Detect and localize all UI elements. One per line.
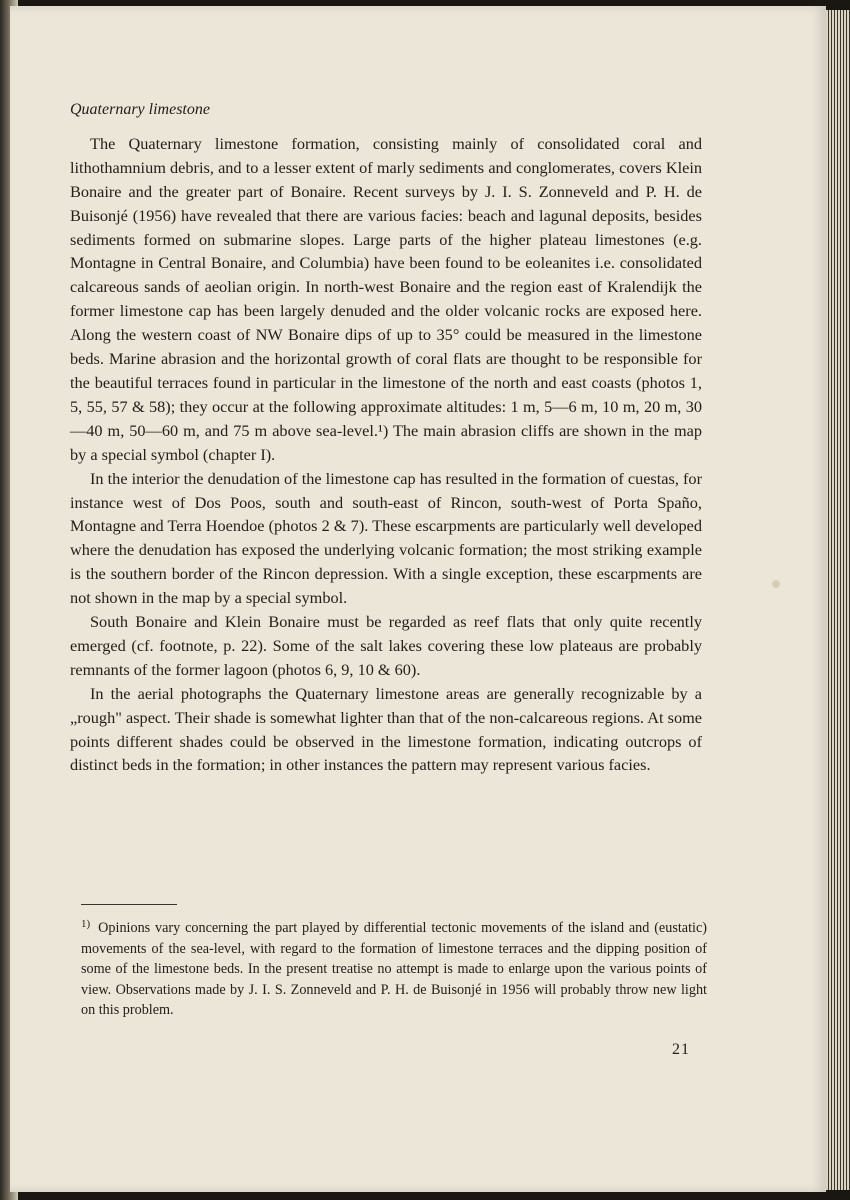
footnote-text: Opinions vary concerning the part played by differential tectonic movements of the island and (eustatic) movements of the sea-level, with regard to the formation of limestone terraces and the dipping position of some of the limestone beds. In the present treatise no attempt is made to enlarge upon the various points of view. Observations made by J. I. S. Zonneveld and P. H. de Buisonjé in 1956 will probably throw new light on this problem.: [81, 920, 707, 1019]
footnote-mark: 1): [81, 918, 91, 930]
paragraph-4: In the aerial photographs the Quaternary limestone areas are generally recognizable by a „rough" aspect. Their shade is somewhat lighter than that of the non-calcareous regions. At some points different shades could be observed in the limestone formation, indicating outcrops of distinct beds in the formation; in other instances the pattern may represent various facies.: [70, 683, 702, 775]
footnote: [81, 914, 707, 1021]
main-text: [70, 98, 702, 777]
paragraph-3: South Bonaire and Klein Bonaire must be regarded as reef flats that only quite recently emerged (cf. footnote, p. 22). Some of the salt lakes covering these low plateaus are probably remnants of the former lagoon (photos 6, 9, 10 & 60).: [70, 612, 702, 679]
page-number: 21: [672, 1041, 690, 1058]
paragraph-2: In the interior the denudation of the limestone cap has resulted in the formation of cuestas, for instance west of Dos Poos, south and south-east of Rincon, south-west of Porta Spaño, Montagne and Terra Hoendoe (photos 2 & 7). These escarpments are particularly well developed where the denudation has exposed the underlying volcanic formation; the most striking example is the southern border of the Rincon depression. With a single exception, these escarpments are not shown in the map by a special symbol.: [70, 468, 702, 608]
section-heading: Quaternary limestone: [70, 101, 210, 118]
page-edges: [826, 10, 850, 1190]
paragraph-1: The Quaternary limestone formation, consisting mainly of consolidated coral and lithothamnium debris, and to a lesser extent of marly sediments and conglomerates, covers Klein Bonaire and the greater part of Bonaire. Recent surveys by J. I. S. Zonneveld and P. H. de Buisonjé (1956) have revealed that there are various facies: beach and lagunal deposits, besides sediments formed on submarine slopes. Large parts of the higher plateau limestones (e.g. Montagne in Central Bonaire, and Columbia) have been found to be eoleanites i.e. consolidated calcareous sands of aeolian origin. In north-west Bonaire and the region east of Kralendijk the former limestone cap has been largely denuded and the older volcanic rocks are exposed here. Along the western coast of NW Bonaire dips of up to 35° could be measured in the limestone beds. Marine abrasion and the horizontal growth of coral flats are thought to be responsible for the beautiful terraces found in particular in the limestone of the north and east coasts (photos 1, 5, 55, 57 & 58); they occur at the following approximate altitudes: 1 m, 5—6 m, 10 m, 20 m, 30—40 m, 50—60 m, and 75 m above sea-level.¹) The main abrasion cliffs are shown in the map by a special symbol (chapter I).: [70, 133, 702, 464]
footnote-rule: [81, 904, 177, 905]
paper-spot: [772, 580, 780, 588]
